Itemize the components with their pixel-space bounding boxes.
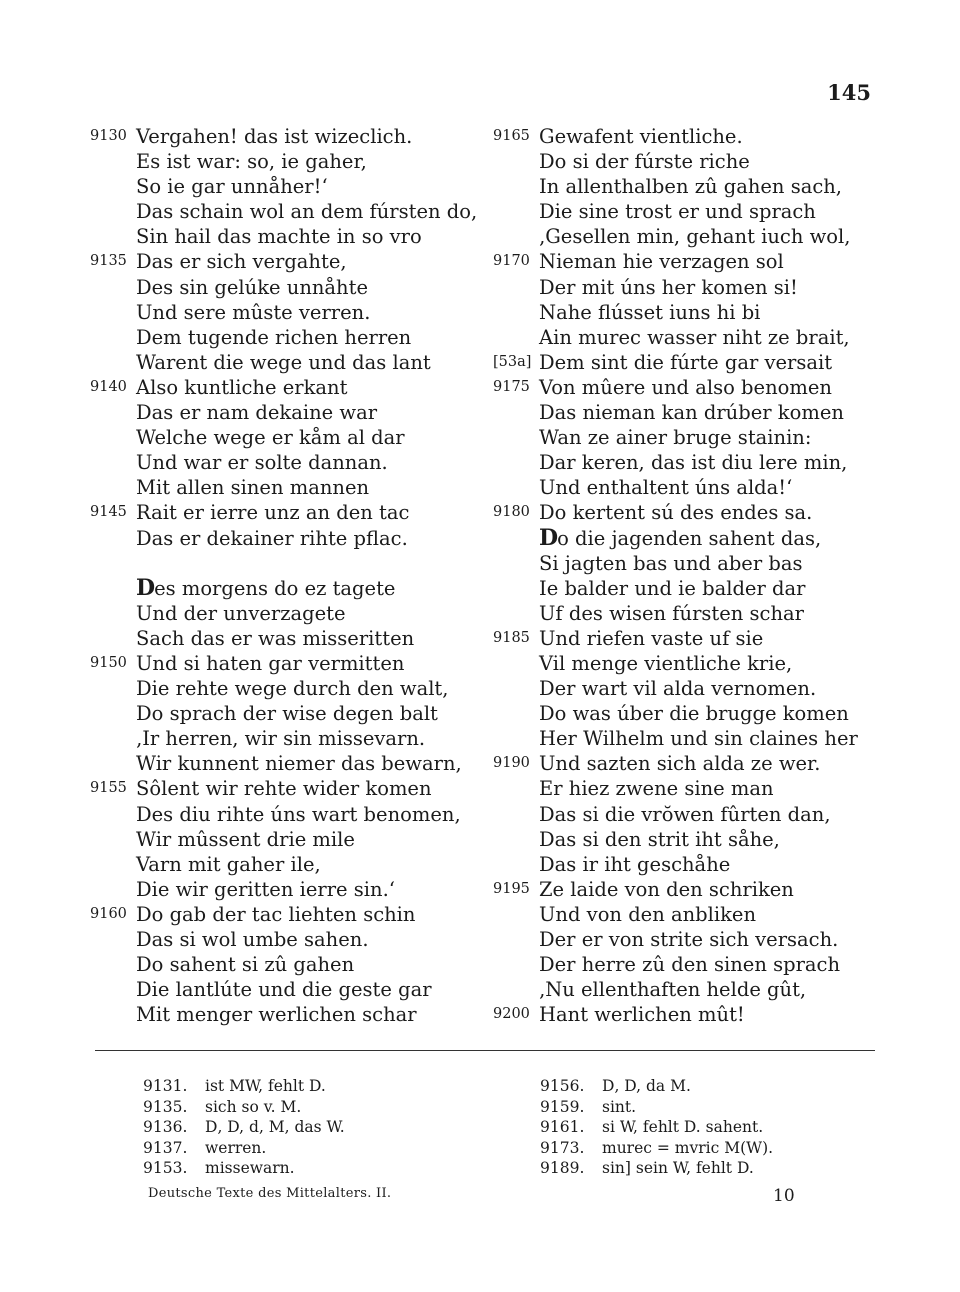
verse-line: [90, 275, 490, 300]
verse-text: Si jagten bas und aber bas: [539, 551, 803, 575]
line-number: 9185: [493, 629, 530, 646]
verse-line: [90, 149, 490, 174]
verse-line: [90, 450, 490, 475]
footnote-ref: 9159.: [540, 1097, 585, 1116]
verse-text: Sin hail das machte in so vro: [136, 225, 422, 249]
verse-line: [90, 751, 490, 776]
verse-line: [90, 802, 490, 827]
verse-text: Nieman hie verzagen sol: [539, 250, 784, 274]
verse-line: [90, 776, 490, 801]
initial-letter: D: [136, 574, 155, 601]
footnote-text: murec = mvric M(W).: [602, 1138, 774, 1157]
verse-text: Uf des wisen fúrsten schar: [539, 601, 804, 625]
verse-line: [493, 325, 873, 350]
verse-text: Des sin gelúke unnåhte: [136, 275, 368, 299]
verse-text: Her Wilhelm und sin claines her: [539, 727, 858, 751]
verse-line: [493, 626, 873, 651]
verse-line: [493, 249, 873, 274]
verse-line: [493, 977, 873, 1002]
verse-line: [90, 852, 490, 877]
verse-text: Des diu rihte úns wart benomen,: [136, 802, 461, 826]
verse-text: Das si die vrŏwen fûrten dan,: [539, 802, 831, 826]
verse-line: [493, 726, 873, 751]
verse-text: Mit allen sinen mannen: [136, 476, 370, 500]
footnotes-left: [143, 1076, 345, 1179]
verse-text: Warent die wege und das lant: [136, 350, 431, 374]
verse-line: [493, 551, 873, 576]
verse-text: Ie balder und ie balder dar: [539, 576, 806, 600]
verse-line: [493, 776, 873, 801]
verse-text: Sach das er was misseritten: [136, 626, 415, 650]
left-verse-column: [90, 124, 490, 1027]
verse-line: [90, 601, 490, 626]
verse-text: Do kertent sú des endes sa.: [539, 501, 813, 525]
footnote-text: si W, fehlt D. sahent.: [602, 1118, 764, 1136]
verse-text: ‚Ir herren, wir sin missevarn.: [136, 727, 426, 751]
verse-line: [90, 375, 490, 400]
verse-text: So ie gar unnåher!‘: [136, 175, 328, 199]
verse-line: [90, 726, 490, 751]
line-number: 9190: [493, 755, 530, 772]
verse-text: Das ir iht geschåhe: [539, 852, 731, 876]
verse-line: [90, 400, 490, 425]
verse-line: [493, 852, 873, 877]
verse-text: Rait er ierre unz an den tac: [136, 501, 410, 525]
verse-text: Der herre zû den sinen sprach: [539, 953, 841, 977]
verse-line: [493, 802, 873, 827]
footnote-ref: 9156.: [540, 1077, 585, 1095]
verse-line: [493, 475, 873, 500]
line-number: 9145: [90, 504, 127, 521]
verse-line: [493, 927, 873, 952]
verse-line: [493, 701, 873, 726]
footnote-text: werren.: [205, 1138, 267, 1157]
verse-line: [90, 425, 490, 450]
verse-line: [493, 1002, 873, 1027]
verse-text: Das er dekainer rihte pflac.: [136, 526, 408, 550]
verse-line: [90, 475, 490, 500]
verse-text: Von mûere und also benomen: [539, 375, 832, 399]
verse-line: [493, 877, 873, 902]
verse-line: [493, 952, 873, 977]
verse-text: Das si den strit iht såhe,: [539, 827, 780, 851]
signature-mark: 10: [773, 1186, 795, 1206]
verse-text: Dem tugende richen herren: [136, 325, 412, 349]
verse-text: [539, 526, 821, 551]
line-number: 9170: [493, 253, 530, 270]
verse-text: Sôlent wir rehte wider komen: [136, 777, 432, 801]
footnote-rule: [95, 1050, 875, 1051]
verse-line: [493, 275, 873, 300]
verse-line: [493, 576, 873, 601]
verse-line: [90, 199, 490, 224]
footnote-ref: 9161.: [540, 1118, 585, 1136]
footnote: [143, 1158, 345, 1179]
footnote-ref: 9173.: [540, 1138, 585, 1157]
verse-text: Das er nam dekaine war: [136, 401, 378, 425]
verse-text: Die wir geritten ierre sin.‘: [136, 877, 395, 901]
verse-text: Gewafent vientliche.: [539, 125, 743, 148]
verse-text: Das nieman kan drúber komen: [539, 401, 844, 425]
verse-text: Do was úber die brugge komen: [539, 702, 849, 726]
verse-text: Wir kunnent niemer das bewarn,: [136, 752, 462, 776]
verse-text: Und von den anbliken: [539, 902, 757, 926]
footnote: [143, 1076, 345, 1097]
verse-text: Und der unverzagete: [136, 601, 346, 625]
footnote: [540, 1117, 773, 1138]
verse-text: Und war er solte dannan.: [136, 451, 388, 475]
line-number: 9130: [90, 128, 127, 144]
verse-line: [90, 827, 490, 852]
verse-line: [90, 701, 490, 726]
footnote: [540, 1076, 773, 1097]
footnote: [143, 1097, 345, 1118]
verse-line: [90, 526, 490, 551]
footnote-text: sint.: [602, 1097, 637, 1116]
verse-line: [90, 124, 490, 149]
line-number: 9160: [90, 905, 127, 922]
verse-text: Vil menge vientliche krie,: [539, 651, 793, 675]
verse-text: In allenthalben zû gahen sach,: [539, 175, 843, 199]
verse-text: Und sere mûste verren.: [136, 300, 371, 324]
line-number: 9165: [493, 128, 530, 144]
line-number: 9140: [90, 378, 127, 395]
verse-line: [493, 651, 873, 676]
line-number: 9200: [493, 1006, 530, 1023]
footnote-text: missewarn.: [205, 1159, 295, 1177]
verse-text: Varn mit gaher ile,: [136, 852, 321, 876]
line-number: 9175: [493, 378, 530, 395]
verse-text: Do gab der tac liehten schin: [136, 902, 416, 926]
footnote: [143, 1117, 345, 1138]
verse-text: ‚Nu ellenthaften helde gût,: [539, 978, 807, 1002]
verse-line: [90, 576, 490, 601]
verse-line: [493, 400, 873, 425]
footnote-ref: 9136.: [143, 1118, 188, 1136]
verse-text: Also kuntliche erkant: [136, 375, 348, 399]
verse-line: [493, 300, 873, 325]
verse-text: Hant werlichen mût!: [539, 1003, 745, 1027]
verse-text-rest: es morgens do ez tagete: [154, 576, 396, 600]
footnote-ref: 9153.: [143, 1159, 188, 1177]
line-number: 9155: [90, 780, 127, 797]
verse-line: [90, 927, 490, 952]
verse-line: [493, 425, 873, 450]
verse-line: [90, 174, 490, 199]
page-number: 145: [827, 80, 871, 105]
verse-line: [90, 952, 490, 977]
verse-line: [493, 174, 873, 199]
line-number: 9195: [493, 880, 530, 897]
verse-line: [90, 651, 490, 676]
footnote: [540, 1138, 773, 1159]
verse-text: Dem sint die fúrte gar versait: [539, 350, 833, 374]
verse-text: Der mit úns her komen si!: [539, 275, 798, 299]
footnote-ref: 9131.: [143, 1077, 188, 1095]
verse-text: Vergahen! das ist wizeclich.: [136, 125, 413, 148]
verse-line: [90, 977, 490, 1002]
verse-text: Dar keren, das ist diu lere min,: [539, 451, 848, 475]
verse-text: Do sprach der wise degen balt: [136, 702, 438, 726]
verse-line: [90, 551, 490, 576]
verse-line: [493, 751, 873, 776]
verse-line: [90, 676, 490, 701]
verse-text: Ain murec wasser niht ze brait,: [539, 325, 850, 349]
footnote: [143, 1138, 345, 1159]
line-number: 9150: [90, 654, 127, 671]
verse-text: Und si haten gar vermitten: [136, 651, 405, 675]
verse-line: [90, 300, 490, 325]
line-number: [53a]: [493, 353, 532, 370]
series-title: Deutsche Texte des Mittelalters. II.: [148, 1186, 392, 1201]
footnote-text: D‚ D, d‚ M, das W.: [205, 1118, 345, 1136]
verse-line: [493, 199, 873, 224]
verse-line: [493, 827, 873, 852]
footnote-text: sich so v. M.: [205, 1097, 302, 1116]
verse-line: [90, 626, 490, 651]
verse-text: Die lantlúte und die geste gar: [136, 978, 432, 1002]
footnotes-right: [540, 1076, 773, 1179]
verse-line: [493, 500, 873, 525]
verse-text: Die rehte wege durch den walt,: [136, 677, 449, 701]
line-number: 9180: [493, 504, 530, 521]
initial-letter: D: [539, 524, 558, 551]
verse-line: [90, 350, 490, 375]
verse-line: [90, 1002, 490, 1027]
verse-line: [90, 902, 490, 927]
verse-text: Und enthaltent úns alda!‘: [539, 476, 793, 500]
verse-text: Das schain wol an dem fúrsten do,: [136, 200, 478, 224]
verse-text: Der wart vil alda vernomen.: [539, 677, 817, 701]
footnote: [540, 1097, 773, 1118]
verse-line: [493, 350, 873, 375]
verse-text: Ze laide von den schriken: [539, 877, 794, 901]
verse-text: Die sine trost er und sprach: [539, 200, 816, 224]
verse-line: [493, 124, 873, 149]
footnote-text: sin] sein W, fehlt D.: [602, 1159, 754, 1177]
verse-line: [493, 902, 873, 927]
verse-line: [90, 325, 490, 350]
line-number: 9135: [90, 253, 127, 270]
verse-line: [90, 877, 490, 902]
verse-text: Mit menger werlichen schar: [136, 1003, 417, 1027]
verse-text: Wir mûssent drie mile: [136, 827, 355, 851]
footnote-text: ist MW, fehlt D.: [205, 1077, 326, 1095]
verse-text: Der er von strite sich versach.: [539, 928, 839, 951]
verse-line: [90, 249, 490, 274]
verse-text: Do si der fúrste riche: [539, 150, 750, 174]
verse-line: [493, 224, 873, 249]
footnote: [540, 1158, 773, 1179]
verse-text: Nahe flússet iuns hi bi: [539, 300, 761, 324]
verse-line: [493, 149, 873, 174]
verse-line: [493, 676, 873, 701]
footnote-ref: 9135.: [143, 1097, 188, 1116]
verse-line: [90, 500, 490, 525]
verse-text: ‚Gesellen min, gehant iuch wol,: [539, 225, 851, 249]
verse-text: Und riefen vaste uf sie: [539, 626, 764, 650]
right-verse-column: [493, 124, 873, 1027]
verse-line: [493, 526, 873, 551]
verse-line: [493, 601, 873, 626]
verse-text: Es ist war: so, ie gaher,: [136, 150, 367, 174]
verse-text-rest: o die jagenden sahent das,: [557, 526, 822, 550]
verse-line: [493, 450, 873, 475]
verse-text: Das si wol umbe sahen.: [136, 928, 369, 951]
footnote-ref: 9189.: [540, 1159, 585, 1177]
verse-text: [136, 576, 395, 601]
footnote-text: D‚ D, da M.: [602, 1077, 691, 1095]
verse-text: Wan ze ainer bruge stainin:: [539, 426, 812, 450]
verse-line: [493, 375, 873, 400]
verse-text: Do sahent si zû gahen: [136, 953, 355, 977]
verse-text: Und sazten sich alda ze wer.: [539, 752, 821, 776]
verse-text: Das er sich vergahte,: [136, 250, 347, 274]
verse-text: Er hiez zwene sine man: [539, 777, 774, 801]
verse-line: [90, 224, 490, 249]
verse-text: Welche wege er kåm al dar: [136, 426, 405, 450]
footnote-ref: 9137.: [143, 1138, 188, 1157]
